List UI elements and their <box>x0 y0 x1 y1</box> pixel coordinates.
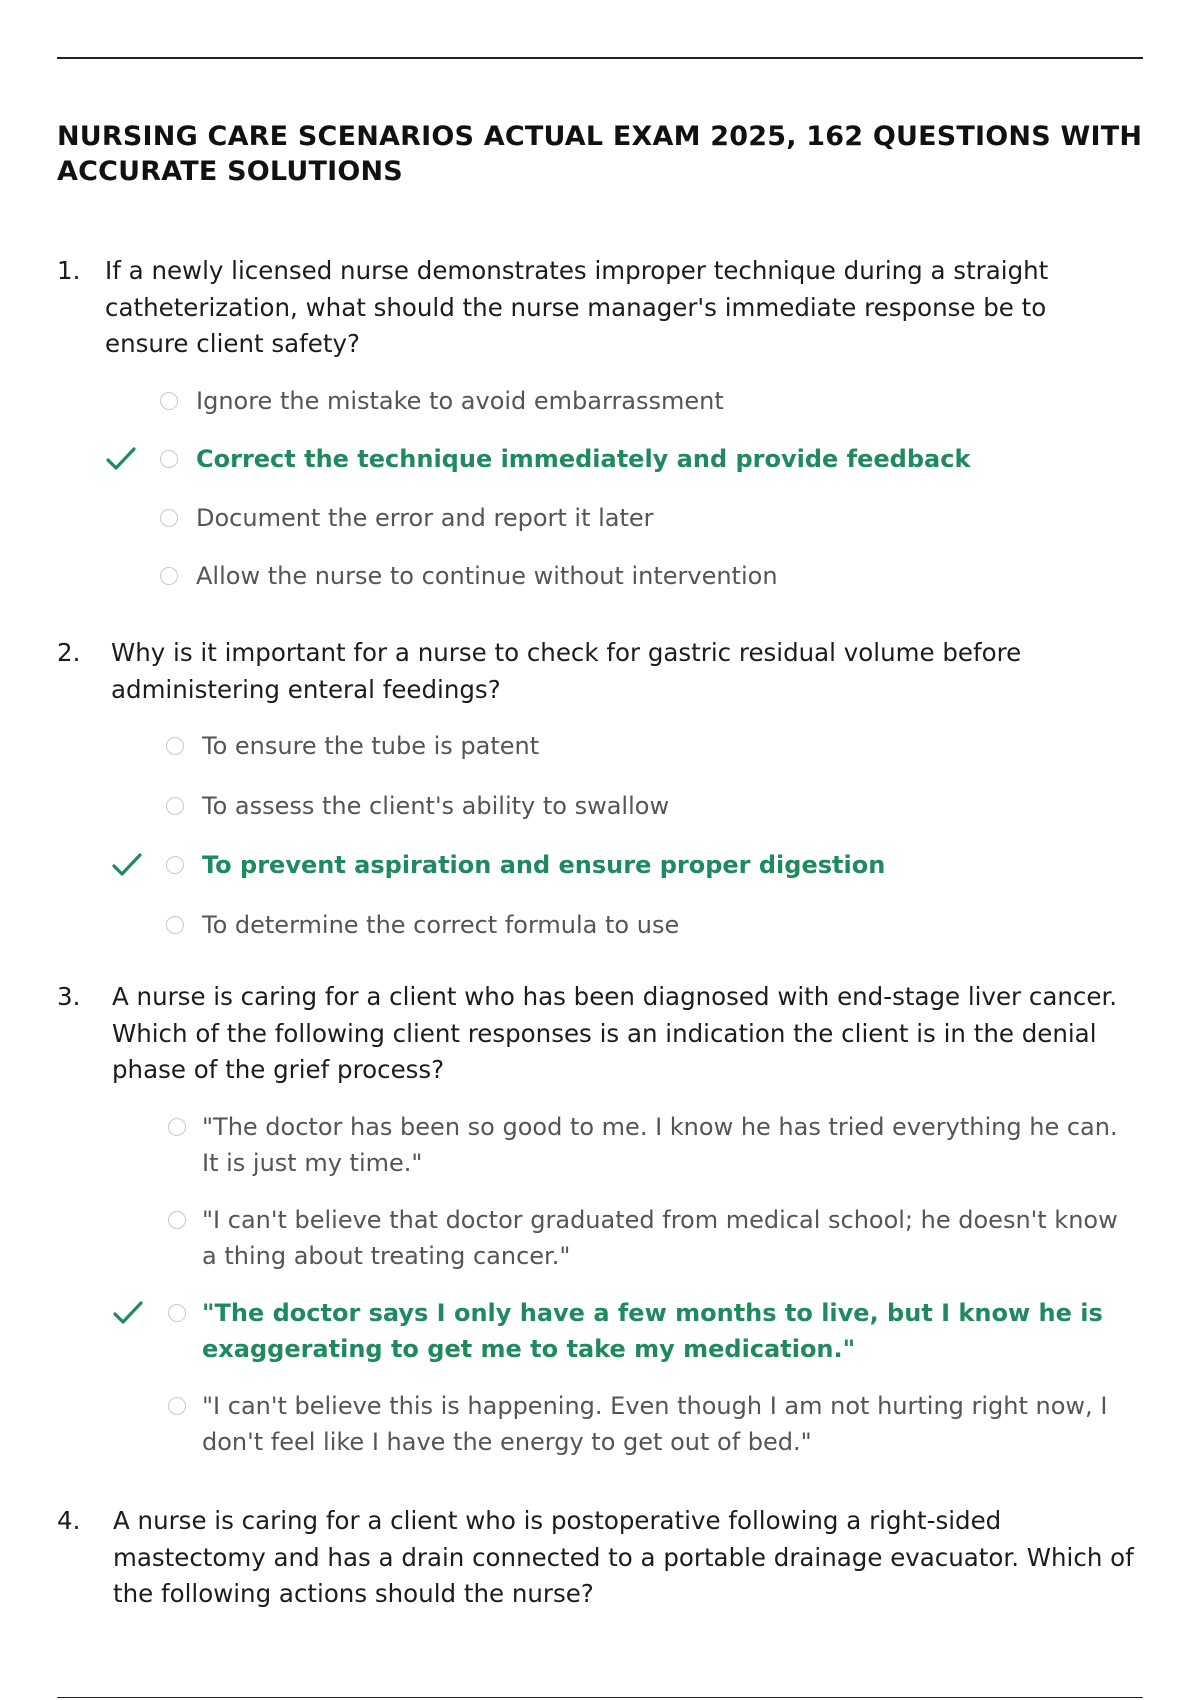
answer-option-a[interactable] <box>57 728 1147 765</box>
radio-circle-icon[interactable] <box>168 1211 186 1229</box>
bottom-divider <box>57 1697 1143 1698</box>
radio-circle-icon[interactable] <box>160 567 178 585</box>
checkmark-icon <box>105 445 137 473</box>
answer-option-c-correct[interactable] <box>57 1295 1147 1368</box>
answer-option-c-correct[interactable] <box>57 847 1147 884</box>
option-text: Correct the technique immediately and provide feedback <box>196 445 971 473</box>
question-number: 4. <box>57 1506 81 1535</box>
answer-options <box>57 1109 1147 1461</box>
question-1 <box>57 253 1147 595</box>
answer-option-a[interactable] <box>57 383 1147 420</box>
radio-circle-icon[interactable] <box>168 1397 186 1415</box>
question-text: Why is it important for a nurse to check for gastric residual volume before administering enteral feedings? <box>111 638 1022 704</box>
document-title: NURSING CARE SCENARIOS ACTUAL EXAM 2025, 162 QUESTIONS WITH ACCURATE SOLUTIONS <box>57 121 1143 187</box>
question-text: A nurse is caring for a client who has been diagnosed with end-stage liver cancer. Which of the following client responses is an indication the client is in the denial phase of the grief process? <box>112 982 1118 1084</box>
radio-circle-icon[interactable] <box>166 737 184 755</box>
option-text: Document the error and report it later <box>196 503 654 532</box>
answer-option-a[interactable] <box>57 1109 1147 1182</box>
answer-option-b[interactable] <box>57 788 1147 825</box>
option-text: To determine the correct formula to use <box>202 910 680 939</box>
option-text: "I can't believe this is happening. Even though I am not hurting right now, I don't feel like I have the energy to get out of bed." <box>202 1391 1108 1456</box>
option-text: "The doctor says I only have a few months to live, but I know he is exaggerating to get me to take my medication." <box>202 1298 1103 1363</box>
radio-circle-icon[interactable] <box>168 1118 186 1136</box>
option-text: "I can't believe that doctor graduated from medical school; he doesn't know a thing about treating cancer." <box>202 1205 1118 1270</box>
radio-circle-icon[interactable] <box>168 1304 186 1322</box>
answer-option-d[interactable] <box>57 907 1147 944</box>
radio-circle-icon[interactable] <box>166 856 184 874</box>
question-3 <box>57 979 1147 1461</box>
question-header <box>57 253 1147 363</box>
radio-circle-icon[interactable] <box>160 392 178 410</box>
question-text: A nurse is caring for a client who is postoperative following a right-sided mastectomy and has a drain connected to a portable drainage evacuator. Which of the following actions should the nurse? <box>113 1506 1134 1608</box>
option-text: Ignore the mistake to avoid embarrassment <box>196 386 724 415</box>
question-number: 2. <box>57 638 81 667</box>
question-header <box>57 1503 1147 1613</box>
radio-circle-icon[interactable] <box>166 797 184 815</box>
question-text: If a newly licensed nurse demonstrates improper technique during a straight catheterization, what should the nurse manager's immediate response be to ensure client safety? <box>105 256 1049 358</box>
answer-option-b[interactable] <box>57 1202 1147 1275</box>
question-number: 1. <box>57 256 81 285</box>
checkmark-icon <box>112 1299 144 1327</box>
option-text: Allow the nurse to continue without intervention <box>196 562 778 590</box>
question-header <box>57 635 1147 708</box>
question-4 <box>57 1503 1147 1613</box>
question-header <box>57 979 1147 1089</box>
option-text: To assess the client's ability to swallow <box>202 791 670 820</box>
radio-circle-icon[interactable] <box>166 916 184 934</box>
answer-option-d[interactable] <box>57 558 1147 595</box>
answer-option-b-correct[interactable] <box>57 441 1147 478</box>
answer-options <box>57 383 1147 595</box>
question-number: 3. <box>57 982 81 1011</box>
checkmark-icon <box>111 851 143 879</box>
answer-option-d[interactable] <box>57 1388 1147 1461</box>
question-2 <box>57 635 1147 943</box>
option-text: "The doctor has been so good to me. I know he has tried everything he can. It is just my time." <box>202 1112 1118 1177</box>
answer-option-c[interactable] <box>57 500 1147 537</box>
option-text: To prevent aspiration and ensure proper digestion <box>202 851 886 879</box>
answer-options <box>57 728 1147 943</box>
radio-circle-icon[interactable] <box>160 509 178 527</box>
radio-circle-icon[interactable] <box>160 450 178 468</box>
top-divider <box>57 57 1143 59</box>
option-text: To ensure the tube is patent <box>202 732 540 760</box>
